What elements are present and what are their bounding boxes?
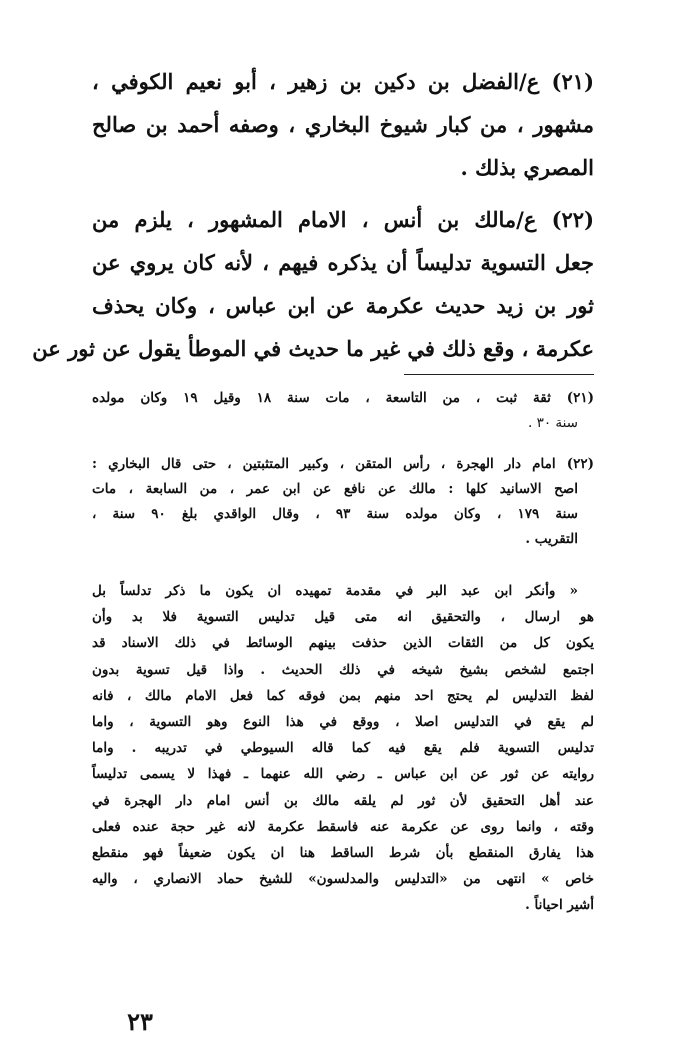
footnote-line: وقته ، وانما روى عن عكرمة عنه فاسقط عكرمة لانه غير حجة عنده فعلى bbox=[92, 818, 594, 835]
page-number: ٢٣ bbox=[127, 1007, 153, 1036]
footnote-line: تدليس التسوية فلم يقع فيه كما قاله السيوطي في تدريبه . واما bbox=[92, 740, 594, 757]
main-entry-21 bbox=[92, 60, 594, 189]
footnote-line: أشير احياناً . bbox=[525, 897, 594, 914]
footnote-line: لم يقع في التدليس اصلا ، ووقع في هذا النوع وهو التسوية ، واما bbox=[92, 713, 594, 730]
main-entry-22 bbox=[32, 198, 594, 370]
footnote-line: (٢١) ثقة ثبت ، من التاسعة ، مات سنة ١٨ وقيل ١٩ وكان مولده bbox=[92, 390, 594, 406]
footnote-line: اجتمع لشخص بشيخ شيخه في ذلك الحديث . واذا قيل تسوية بدون bbox=[92, 661, 594, 678]
footnote-quotation bbox=[92, 578, 594, 918]
footnote-line: يكون كل من الثقات الذين حذفت بينهم الوسائط في ذلك الاسناد قد bbox=[92, 635, 594, 652]
footnote-line: سنة ٣٠ . bbox=[527, 415, 578, 431]
main-line: عكرمة ، وقع ذلك في غير ما حديث في الموطأ يقول عن ثور عن bbox=[32, 336, 594, 361]
footnote-divider bbox=[404, 374, 594, 375]
footnote-line: (٢٢) امام دار الهجرة ، رأس المتقن ، وكبير المتثبتين ، حتى قال البخاري : bbox=[92, 456, 594, 472]
footnote-line: لفظ التدليس لم يحتج احد منهم بمن فوقه كما فعل الامام مالك ، فانه bbox=[92, 687, 594, 704]
footnote-line: خاص » انتهى من «التدليس والمدلسون» للشيخ حماد الانصاري ، واليه bbox=[92, 871, 594, 888]
footnote-21 bbox=[92, 386, 594, 436]
footnote-line: اصح الاسانيد كلها : مالك عن نافع عن ابن عمر ، من السابعة ، مات bbox=[92, 481, 578, 497]
main-line: ثور بن زيد حديث عكرمة عن ابن عباس ، وكان يحذف bbox=[92, 293, 594, 318]
main-line: جعل التسوية تدليساً أن يذكره فيهم ، لأنه كان يروي عن bbox=[92, 250, 594, 275]
footnote-line: « وأنكر ابن عبد البر في مقدمة تمهيده ان يكون ما ذكر تدلساً بل bbox=[92, 583, 578, 599]
footnote-line: عند أهل التحقيق لأن ثور لم يلقه مالك بن أنس امام دار الهجرة في bbox=[92, 792, 594, 809]
footnote-line: التقريب . bbox=[525, 531, 578, 547]
footnote-line: هذا يفارق المنقطع بأن شرط الساقط هنا ان يكون ضعيفاً فهو منقطع bbox=[92, 844, 594, 861]
footnote-line: هو ارسال ، والتحقيق انه متى قيل تدليس التسوية فلا بد وأن bbox=[92, 609, 594, 626]
footnote-line: سنة ١٧٩ ، وكان مولده سنة ٩٣ ، وقال الواقدي بلغ ٩٠ سنة ، bbox=[92, 506, 578, 522]
footnote-22 bbox=[92, 452, 594, 552]
main-line: المصري بذلك . bbox=[460, 155, 594, 180]
main-line: مشهور ، من كبار شيوخ البخاري ، وصفه أحمد بن صالح bbox=[92, 112, 594, 137]
footnote-line: روايته عن ثور عن ابن عباس ـ رضي الله عنهما ـ فهذا لا يسمى تدليساً bbox=[92, 766, 594, 783]
main-line: (٢١) ع/الفضل بن دكين بن زهير ، أبو نعيم الكوفي ، bbox=[92, 69, 594, 94]
main-line: (٢٢) ع/مالك بن أنس ، الامام المشهور ، يلزم من bbox=[92, 207, 594, 232]
